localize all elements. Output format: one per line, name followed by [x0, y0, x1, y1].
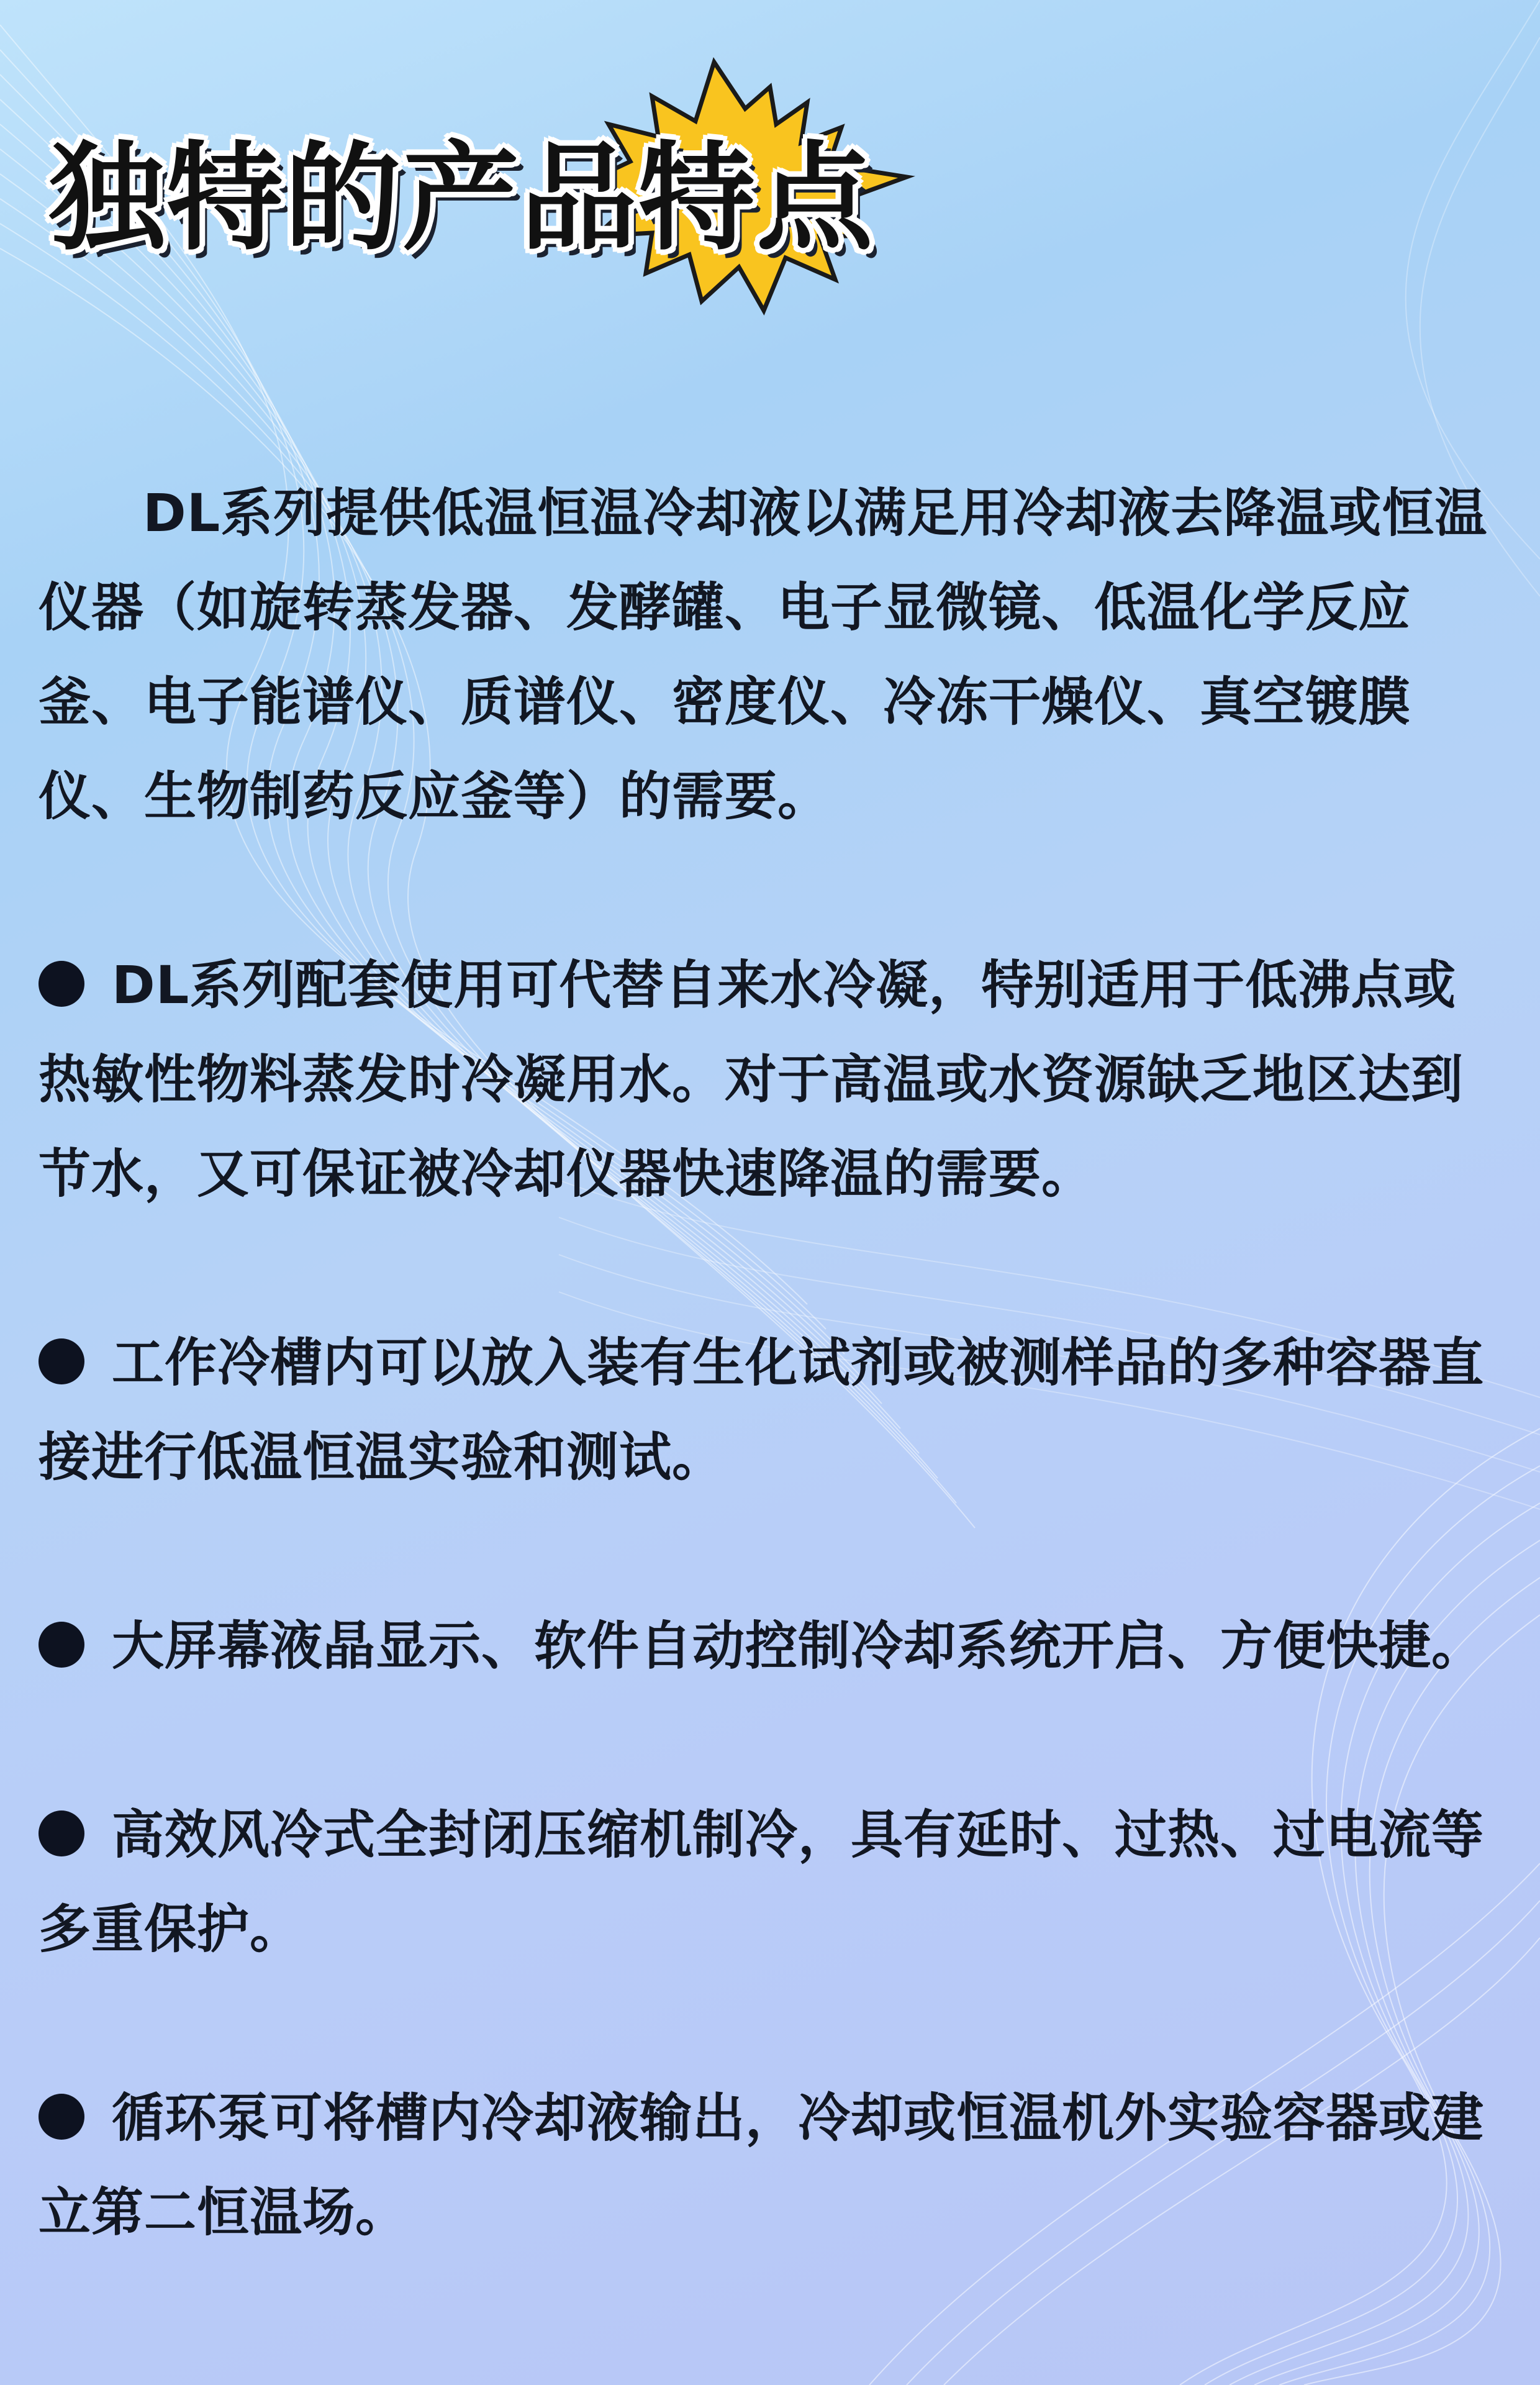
feature-item: [38, 938, 1504, 1221]
feature-item: [38, 2071, 1504, 2260]
feature-item: [38, 1599, 1504, 1693]
feature-item: [38, 1315, 1504, 1504]
content: [38, 466, 1504, 2260]
feature-text: DL系列配套使用可代替自来水冷凝，特别适用于低沸点或热敏性物料蒸发时冷凝用水。对于高温或水资源缺乏地区达到节水，又可保证被冷却仪器快速降温的需要。: [38, 955, 1464, 1204]
page-title: 独特的产品特点: [48, 130, 874, 266]
title-area: [0, 0, 1540, 348]
feature-item: [38, 1788, 1504, 1976]
feature-text: 高效风冷式全封闭压缩机制冷，具有延时、过热、过电流等多重保护。: [38, 1804, 1485, 1960]
bullet-icon: [38, 1622, 84, 1668]
feature-text: 循环泵可将槽内冷却液输出，冷却或恒温机外实验容器或建立第二恒温场。: [38, 2087, 1485, 2243]
bullet-icon: [38, 961, 84, 1007]
bullet-icon: [38, 1338, 84, 1384]
bullet-icon: [38, 1810, 84, 1856]
feature-text: 工作冷槽内可以放入装有生化试剂或被测样品的多种容器直接进行低温恒温实验和测试。: [38, 1332, 1485, 1488]
intro-paragraph: DL系列提供低温恒温冷却液以满足用冷却液去降温或恒温仪器（如旋转蒸发器、发酵罐、电子显微镜、低温化学反应釜、电子能谱仪、质谱仪、密度仪、冷冻干燥仪、真空镀膜仪、生物制药反应釜等）的需要。: [38, 483, 1488, 827]
feature-text: 大屏幕液晶显示、软件自动控制冷却系统开启、方便快捷。: [112, 1615, 1485, 1676]
bullet-icon: [38, 2094, 84, 2140]
